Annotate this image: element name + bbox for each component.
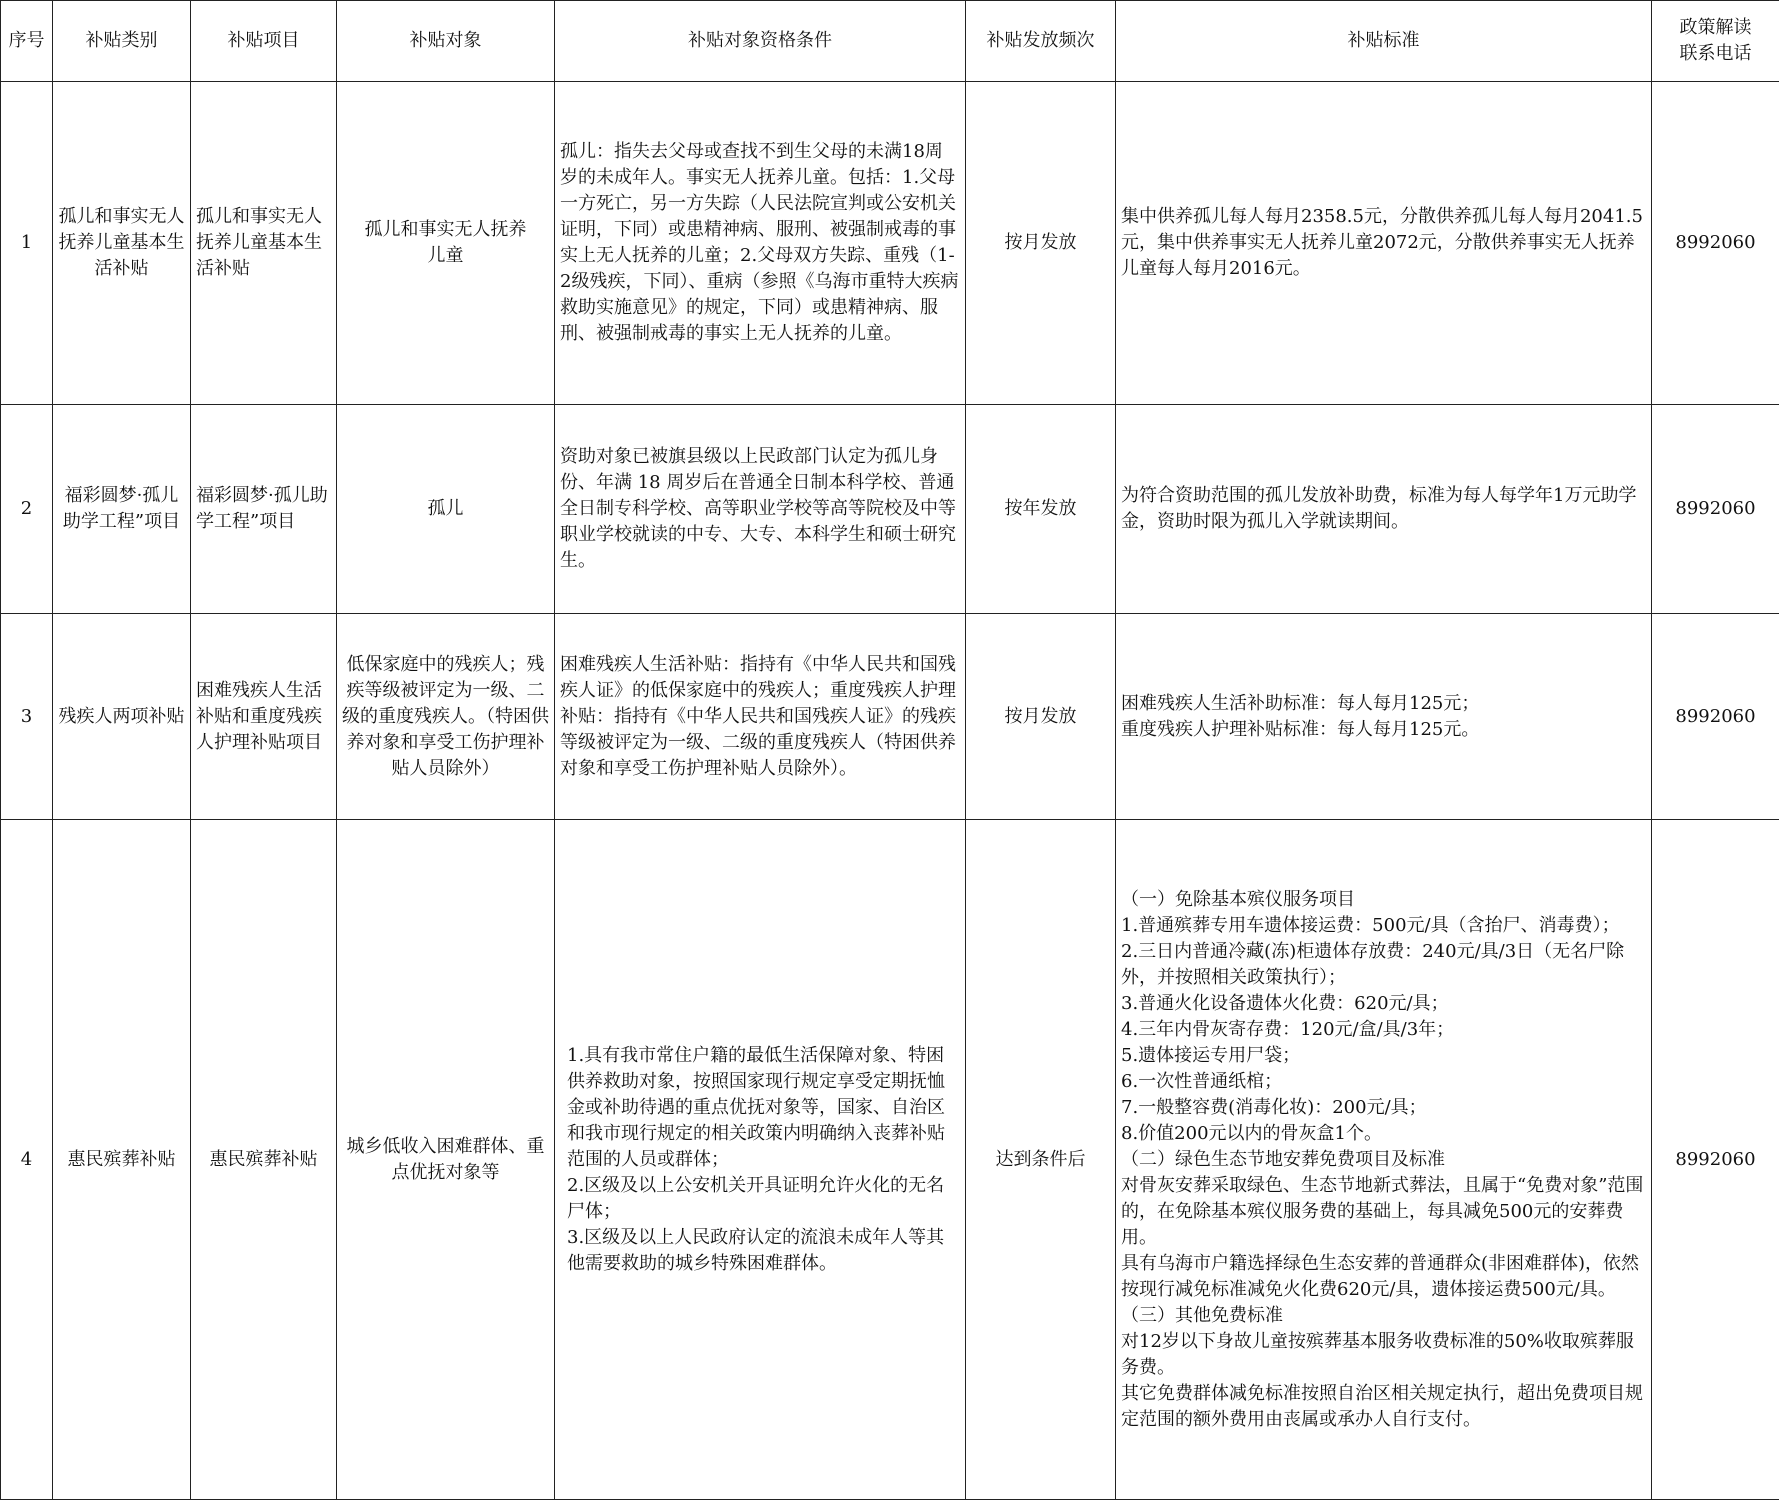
standard-line: 其它免费群体减免标准按照自治区相关规定执行，超出免费项目规定范围的额外费用由丧属或承办人自行支付。 <box>1121 1382 1643 1430</box>
row-target: 城乡低收入困难群体、重点优抚对象等 <box>337 820 555 1500</box>
row-phone: 8992060 <box>1652 405 1779 614</box>
row-frequency: 按月发放 <box>966 82 1116 405</box>
row-phone: 8992060 <box>1652 820 1779 1500</box>
header-phone-line2: 联系电话 <box>1679 43 1752 64</box>
row-qualification: 孤儿：指失去父母或查找不到生父母的未满18周岁的未成年人。事实无人抚养儿童。包括：1.父母一方死亡，另一方失踪（人民法院宣判或公安机关证明，下同）或患精神病、服刑、被强制戒毒的事实上无人抚养的儿童；2.父母双方失踪、重残（1-2级残疾，下同）、重病（参照《乌海市重特大疾病救助实施意见》的规定，下同）或患精神病、服刑、被强制戒毒的事实上无人抚养的儿童。 <box>555 82 966 405</box>
row-qualification <box>555 820 966 1500</box>
table-row <box>1 405 1779 614</box>
qualification-line: 1.具有我市常住户籍的最低生活保障对象、特困供养救助对象，按照国家现行规定享受定期抚恤金或补助待遇的重点优抚对象等，国家、自治区和我市现行规定的相关政策内明确纳入丧葬补贴范围的人员或群体； <box>567 1044 945 1170</box>
row-phone: 8992060 <box>1652 614 1779 820</box>
row-standard <box>1116 820 1652 1500</box>
header-target: 补贴对象 <box>337 1 555 82</box>
standard-line: 7.一般整容费(消毒化妆)：200元/具； <box>1121 1096 1427 1118</box>
row-phone: 8992060 <box>1652 82 1779 405</box>
row-item: 福彩圆梦·孤儿助学工程”项目 <box>191 405 337 614</box>
header-item: 补贴项目 <box>191 1 337 82</box>
standard-line: 1.普通殡葬专用车遗体接运费：500元/具（含抬尸、消毒费）； <box>1121 914 1620 936</box>
standard-line: （二）绿色生态节地安葬免费项目及标准 <box>1121 1148 1445 1170</box>
row-category: 惠民殡葬补贴 <box>53 820 191 1500</box>
row-qualification: 资助对象已被旗县级以上民政部门认定为孤儿身份、年满 18 周岁后在普通全日制本科学校、普通全日制专科学校、高等职业学校等高等院校及中等职业学校就读的中专、大专、本科学生和硕士研究生。 <box>555 405 966 614</box>
row-frequency: 按年发放 <box>966 405 1116 614</box>
standard-line: 对12岁以下身故儿童按殡葬基本服务收费标准的50%收取殡葬服务费。 <box>1121 1330 1634 1378</box>
row-standard <box>1116 614 1652 820</box>
standard-line: 困难残疾人生活补助标准：每人每月125元； <box>1121 692 1480 714</box>
row-target: 低保家庭中的残疾人；残疾等级被评定为一级、二级的重度残疾人。（特困供养对象和享受工伤护理补贴人员除外） <box>337 614 555 820</box>
row-target: 孤儿和事实无人抚养儿童 <box>337 82 555 405</box>
standard-line: 3.普通火化设备遗体火化费：620元/具； <box>1121 992 1449 1014</box>
standard-line: 对骨灰安葬采取绿色、生态节地新式葬法，且属于“免费对象”范围的，在免除基本殡仪服务费的基础上，每具减免500元的安葬费用。 <box>1121 1174 1644 1248</box>
table-row <box>1 614 1779 820</box>
standard-line: 4.三年内骨灰寄存费：120元/盒/具/3年； <box>1121 1018 1455 1040</box>
standard-line: 5.遗体接运专用尸袋； <box>1121 1044 1301 1066</box>
standard-line: 重度残疾人护理补贴标准：每人每月125元。 <box>1121 718 1480 740</box>
row-standard: 为符合资助范围的孤儿发放补助费，标准为每人每学年1万元助学金，资助时限为孤儿入学就读期间。 <box>1116 405 1652 614</box>
qualification-line: 3.区级及以上人民政府认定的流浪未成年人等其他需要救助的城乡特殊困难群体。 <box>567 1226 945 1274</box>
row-item: 惠民殡葬补贴 <box>191 820 337 1500</box>
standard-line: （一）免除基本殡仪服务项目 <box>1121 888 1355 910</box>
row-target: 孤儿 <box>337 405 555 614</box>
row-qualification: 困难残疾人生活补贴：指持有《中华人民共和国残疾人证》的低保家庭中的残疾人；重度残疾人护理补贴：指持有《中华人民共和国残疾人证》的残疾等级被评定为一级、二级的重度残疾人（特困供养对象和享受工伤护理补贴人员除外）。 <box>555 614 966 820</box>
row-category: 福彩圆梦·孤儿助学工程”项目 <box>53 405 191 614</box>
header-phone <box>1652 1 1779 82</box>
table-row <box>1 820 1779 1500</box>
row-item: 困难残疾人生活补贴和重度残疾人护理补贴项目 <box>191 614 337 820</box>
row-seq: 4 <box>1 820 53 1500</box>
header-category: 补贴类别 <box>53 1 191 82</box>
qualification-line: 2.区级及以上公安机关开具证明允许火化的无名尸体； <box>567 1174 945 1222</box>
row-category: 孤儿和事实无人抚养儿童基本生活补贴 <box>53 82 191 405</box>
standard-line: 2.三日内普通冷藏(冻)柜遗体存放费：240元/具/3日（无名尸除外，并按照相关政策执行）； <box>1121 940 1625 988</box>
row-seq: 1 <box>1 82 53 405</box>
row-frequency: 达到条件后 <box>966 820 1116 1500</box>
row-seq: 2 <box>1 405 53 614</box>
row-item: 孤儿和事实无人抚养儿童基本生活补贴 <box>191 82 337 405</box>
standard-line: 具有乌海市户籍选择绿色生态安葬的普通群众(非困难群体)，依然按现行减免标准减免火化费620元/具，遗体接运费500元/具。 <box>1121 1252 1640 1300</box>
header-standard: 补贴标准 <box>1116 1 1652 82</box>
header-row <box>1 1 1779 82</box>
row-category: 残疾人两项补贴 <box>53 614 191 820</box>
standard-line: 6.一次性普通纸棺； <box>1121 1070 1283 1092</box>
standard-line: （三）其他免费标准 <box>1121 1304 1283 1326</box>
standard-line: 8.价值200元以内的骨灰盒1个。 <box>1121 1122 1382 1144</box>
row-seq: 3 <box>1 614 53 820</box>
row-frequency: 按月发放 <box>966 614 1116 820</box>
header-seq: 序号 <box>1 1 53 82</box>
row-standard: 集中供养孤儿每人每月2358.5元，分散供养孤儿每人每月2041.5元，集中供养事实无人抚养儿童2072元，分散供养事实无人抚养儿童每人每月2016元。 <box>1116 82 1652 405</box>
header-qualification: 补贴对象资格条件 <box>555 1 966 82</box>
table-row <box>1 82 1779 405</box>
header-phone-line1: 政策解读 <box>1679 17 1752 38</box>
header-frequency: 补贴发放频次 <box>966 1 1116 82</box>
